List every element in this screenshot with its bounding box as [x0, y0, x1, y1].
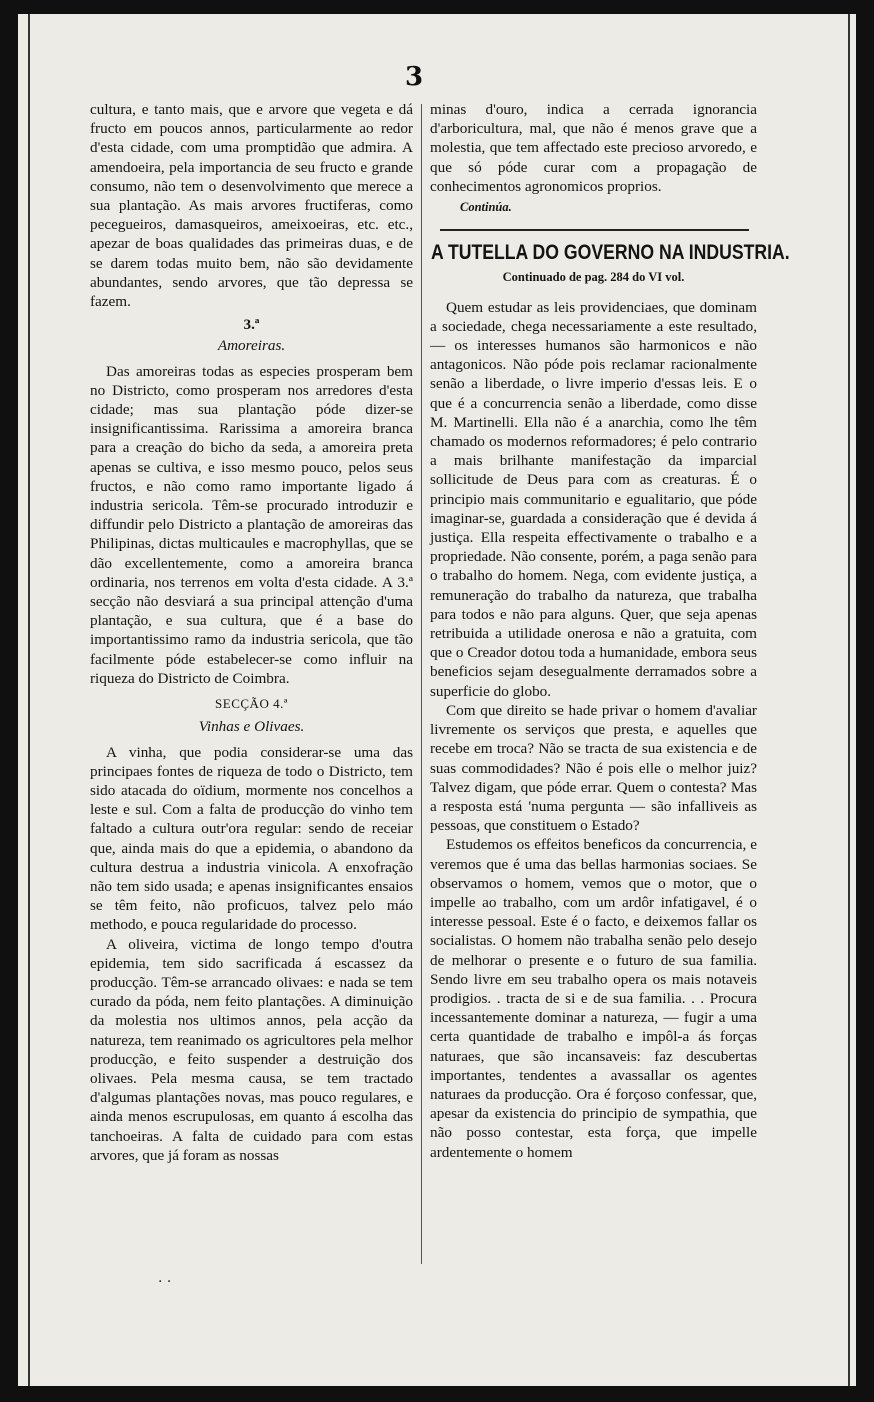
column-divider	[421, 104, 422, 1264]
left-paragraph-4: A oliveira, victima de longo tempo d'outra epidemia, tem sido sacrificada á escassez da producção. Têm-se arrancado olivaes: e nada se tem curado da póda, nem feito plantações. A diminuição da molestia nos ultimos annos, pela acção da natureza, tem reanimado os agricultores pela melhor producção, e feito suspender a destruição dos olivaes. Pela mesma causa, se tem tractado d'algumas plantações novas, mas pouco regulares, e ainda menos escrupulosas, em quanto á escolha das tanchoeiras. A falta de cuidado para com estas arvores, que já foram as nossas	[90, 935, 413, 1164]
right-column	[430, 100, 790, 1162]
left-column	[90, 100, 413, 1165]
section-4-label: SECÇÃO 4.ª	[215, 696, 288, 712]
article-byline: Continuado de pag. 284 do VI vol.	[502, 270, 685, 285]
section-3-title: Amoreiras.	[217, 337, 286, 355]
bottom-dots: . .	[158, 1270, 172, 1286]
article-separator-rule	[440, 229, 749, 231]
article-headline: A TUTELLA DO GOVERNO NA INDUSTRIA.	[430, 241, 790, 265]
section-4-title: Vinhas e Olivaes.	[198, 718, 305, 736]
page-number: 3	[405, 62, 424, 92]
right-paragraph-4: Estudemos os effeitos beneficos da concurrencia, e veremos que é uma das bellas harmonias sociaes. Se observamos o homem, vemos que o motor, que o impelle ao trabalho, com um ardôr infatigavel, é o interesse pessoal. Este é o facto, e deixemos fallar os socialistas. O homem não trabalha senão pelo desejo de melhorar o presente e o futuro de sua familia. Sendo livre em seu trabalho opera os mais notaveis prodigios. . tracta de si e de sua familia. . . Procura incessantemente dominar a natureza, — fugir a uma certa quantidade de trabalho e impôl-a ás forças naturaes, que são incansaveis: faz descubertas importantes, tendentes a avassallar os agentes naturaes da producção. Ora é forçoso confessar, que, apesar da existencia do principio de sympathia, que não posso contestar, esta força, que impelle ardentemente o homem	[430, 836, 757, 1161]
left-paragraph-1: cultura, e tanto mais, que e arvore que vegeta e dá fructo em poucos annos, particularmente ao redor d'esta cidade, com uma promptidão que admira. A amendoeira, pela importancia de seu fructo e grande consumo, não tem o desenvolvimento que merece a sua plantação. As mais arvores fructiferas, como pecegueiros, damasqueiros, ameixoeiras, etc. etc., apezar de boas qualidades das primeiras duas, e de se darem todas muito bem, não são devidamente abundantes, sendo arvores, que tão depressa se fazem.	[90, 101, 413, 311]
right-paragraph-1: minas d'ouro, indica a cerrada ignorancia d'arboricultura, mal, que não é menos grave que a molestia, que tem affectado este precioso arvoredo, e que só póde curar com a propagação de conhecimentos agronomicos proprios.	[430, 101, 757, 195]
right-paragraph-3: Com que direito se hade privar o homem d'avaliar livremente os serviços que presta, e aquelles que recebe em troca? Não se tracta de sua existencia e de suas commodidades? Não é pois elle o melhor juiz? Talvez digam, que póde errar. Quem o contesta? Mas a resposta está 'numa pergunta — são infalliveis as pessoas, que constituem o Estado?	[430, 701, 757, 835]
section-3-number: 3.ª	[243, 316, 260, 334]
left-paragraph-3: A vinha, que podia considerar-se uma das principaes fontes de riqueza de todo o Districto, tem sido atacada do oïdium, mormente nos concelhos a leste e sul. Com a falta de producção do vinho tem faltado a cultura outr'ora regular: sendo de receiar que, ainda mais do que a epidemia, o abandono da cultura destrua a industria vinicola. A enxofração não tem sido usada; e apenas insignificantes ensaios se têm feito, não proficuos, talvez pelo máo methodo, e pouca regularidade do processo.	[90, 743, 413, 934]
right-paragraph-2: Quem estudar as leis providenciaes, que dominam a sociedade, chega necessariamente a este resultado, — os interesses humanos são harmonicos e não antagonicos. Não póde pois reclamar racionalmente senão a liberdade, o livre imperio d'essas leis. E o que é a concurrencia senão a liberdade, como disse M. Martinelli. Ella não é a anarchia, como lhe têm chamado os modernos reformadores; é pelo contrario a mais brilhante manifestação da imparcial sollicitude de Deus para com as creaturas. É o principio mais communitario e egualitario, que póde imaginar-se, guardada a consideração que é devida á justiça. Ella respeita effectivamente o trabalho e a propriedade. Não consente, porém, a paga senão para o trabalho do homem. Nega, com evidente justiça, a remuneração do trabalho da natureza, que trabalha para todos e não para alguns. Quer, que seja apenas retribuida a utilidade onerosa e não a gratuita, com que o Creador dotou toda a humanidade, embora seus beneficios sejam desegualmente derramados sobre a superficie do globo.	[430, 298, 757, 700]
left-paragraph-2: Das amoreiras todas as especies prosperam bem no Districto, como prosperam nos arredores d'esta cidade; mas sua plantação póde dizer-se insignificantissima. Rarissima a amoreira branca para a creação do bicho da seda, a amoreira preta apenas se cultiva, e isso mesmo pouco, pelos seus fructos, e não como ramo importante ligado á industria sericola. Têm-se procurado introduzir e diffundir pelo Districto a plantação de amoreiras das Philipinas, dictas multicaules e macrophyllas, que se dão excellentemente, como a amoreira branca ordinaria, nos terrenos em volta d'esta cidade. A 3.ª secção não desviará a sua principal attenção d'uma plantação, e sua cultura, que é a base do importantissimo ramo da industria sericola, que tão facilmente póde estabelecer-se como influir na riqueza do Districto de Coimbra.	[90, 362, 413, 687]
continua-note: Continúa.	[460, 200, 512, 215]
